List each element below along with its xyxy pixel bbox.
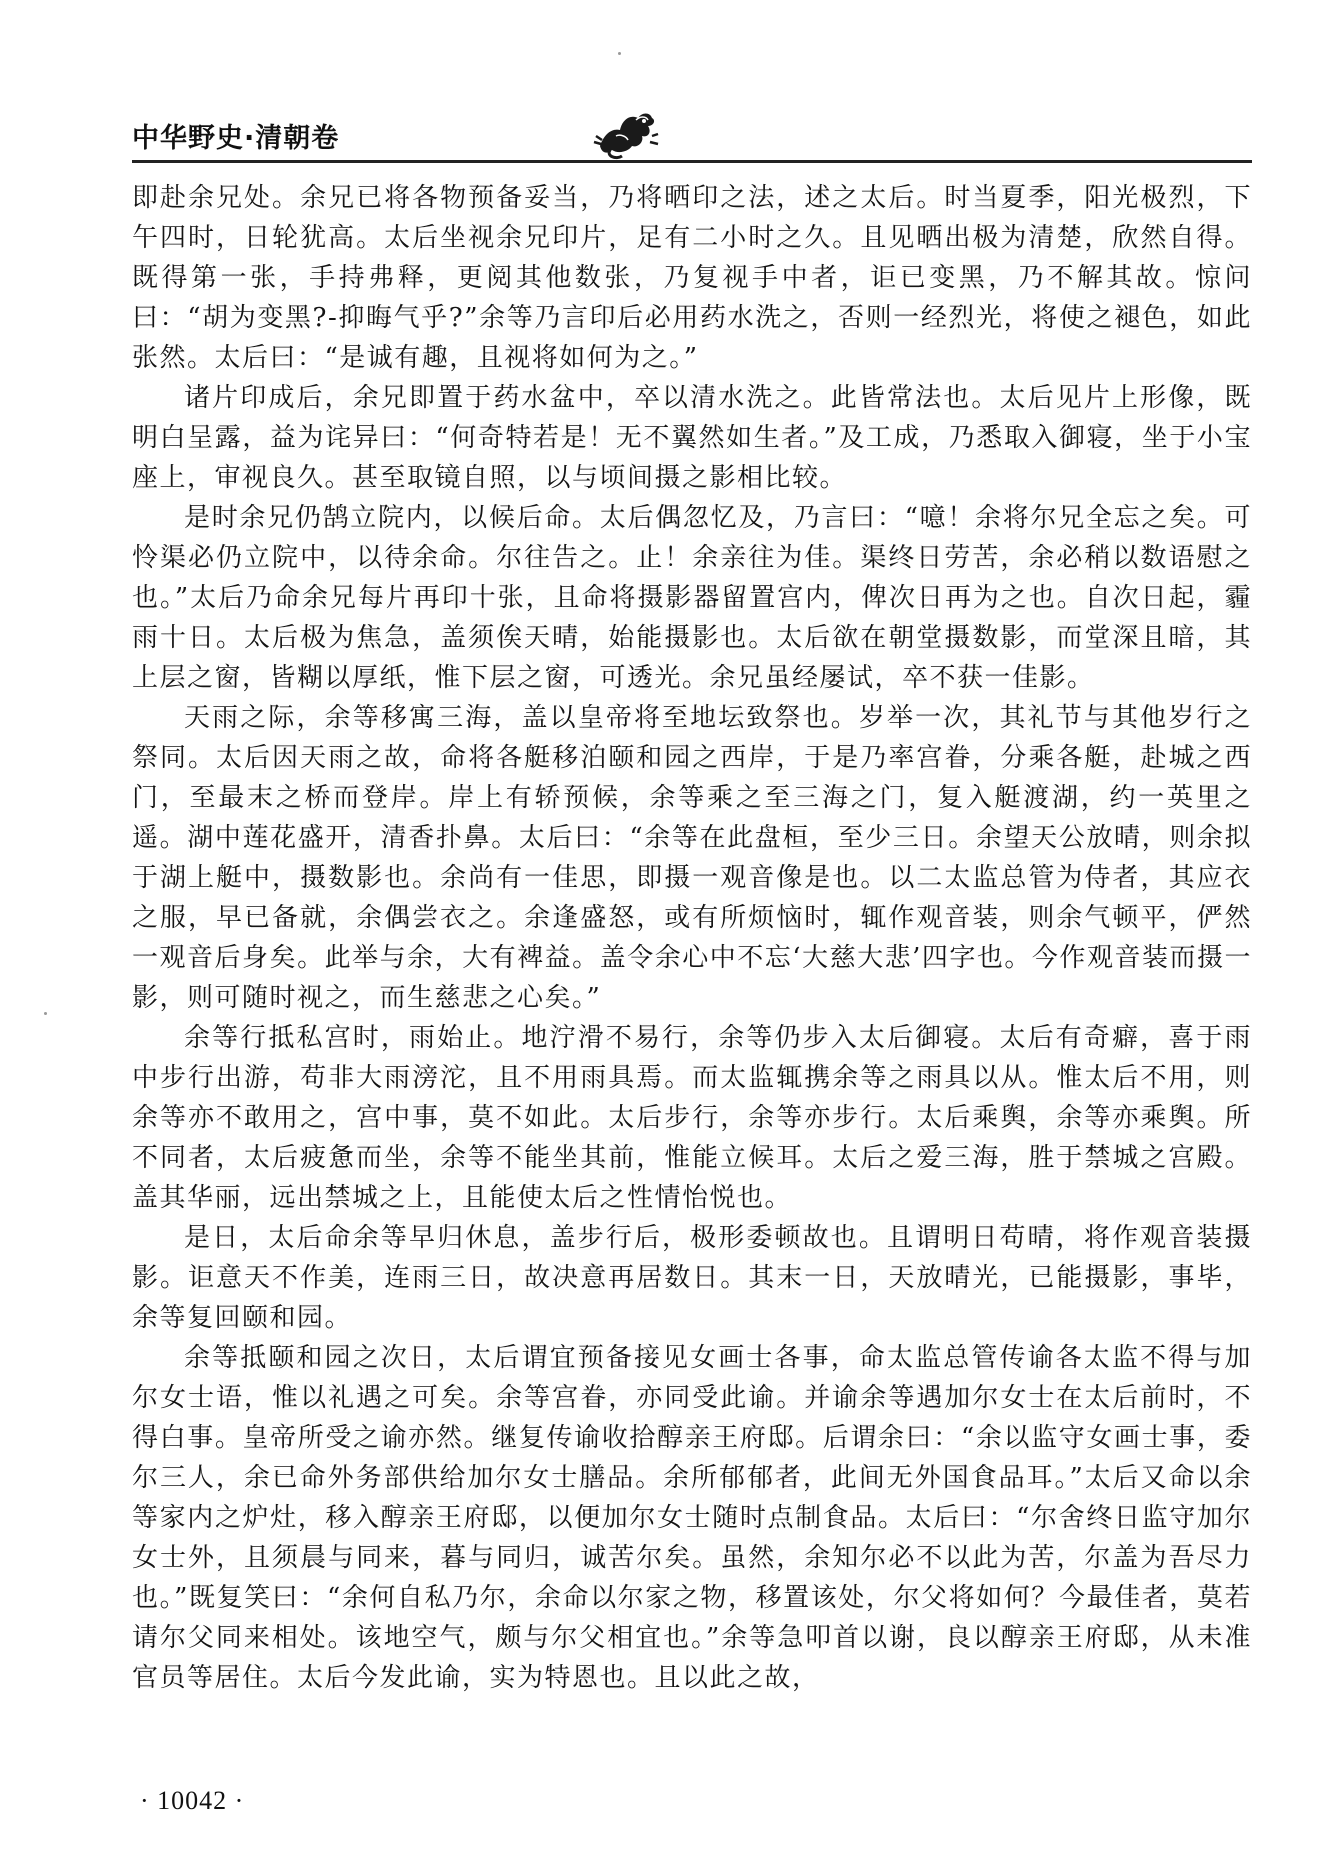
paragraph: 天雨之际，余等移寓三海，盖以皇帝将至地坛致祭也。岁举一次，其礼节与其他岁行之祭同。太后因天雨之故，命将各艇移泊颐和园之西岸，于是乃率宫眷，分乘各艇，赴城之西门，至最末之桥而登岸。岸上有轿预候，余等乘之至三海之门，复入艇渡湖，约一英里之遥。湖中莲花盛开，清香扑鼻。太后曰：“余等在此盘桓，至少三日。余望天公放晴，则余拟于湖上艇中，摄数影也。余尚有一佳思，即摄一观音像是也。以二太监总管为侍者，其应衣之服，早已备就，余偶尝衣之。余逢盛怒，或有所烦恼时，辄作观音装，则余气顿平，俨然一观音后身矣。此举与余，大有裨益。盖令余心中不忘‘大慈大悲’四字也。今作观音装而摄一影，则可随时视之，而生慈悲之心矣。” — [132, 703, 1252, 1013]
header-divider — [132, 160, 1252, 163]
scan-speck — [618, 52, 621, 55]
body-text — [132, 178, 1252, 1698]
paragraph: 是日，太后命余等早归休息，盖步行后，极形委顿故也。且谓明日苟晴，将作观音装摄影。讵意天不作美，连雨三日，故决意再居数日。其末一日，天放晴光，已能摄影，事毕，余等复回颐和园。 — [132, 1223, 1252, 1333]
page-number: · 10042 · — [140, 1786, 245, 1815]
dragon-emblem-icon — [592, 106, 662, 162]
scan-speck — [44, 1012, 47, 1015]
book-title: 中华野史·清朝卷 — [132, 123, 340, 154]
paragraph: 余等行抵私宫时，雨始止。地泞滑不易行，余等仍步入太后御寝。太后有奇癖，喜于雨中步行出游，苟非大雨滂沱，且不用雨具焉。而太监辄携余等之雨具以从。惟太后不用，则余等亦不敢用之，宫中事，莫不如此。太后步行，余等亦步行。太后乘舆，余等亦乘舆。所不同者，太后疲惫而坐，余等不能坐其前，惟能立候耳。太后之爱三海，胜于禁城之宫殿。盖其华丽，远出禁城之上，且能使太后之性情怡悦也。 — [132, 1023, 1252, 1213]
paragraph: 余等抵颐和园之次日，太后谓宜预备接见女画士各事，命太监总管传谕各太监不得与加尔女士语，惟以礼遇之可矣。余等宫眷，亦同受此谕。并谕余等遇加尔女士在太后前时，不得白事。皇帝所受之谕亦然。继复传谕收拾醇亲王府邸。后谓余曰：“余以监守女画士事，委尔三人，余已命外务部供给加尔女士膳品。余所郁郁者，此间无外国食品耳。”太后又命以余等家内之炉灶，移入醇亲王府邸，以便加尔女士随时点制食品。太后曰：“尔舍终日监守加尔女士外，且须晨与同来，暮与同归，诚苦尔矣。虽然，余知尔必不以此为苦，尔盖为吾尽力也。”既复笑曰：“余何自私乃尔，余命以尔家之物，移置该处，尔父将如何？今最佳者，莫若请尔父同来相处。该地空气，颇与尔父相宜也。”余等急叩首以谢，良以醇亲王府邸，从未准官员等居住。太后今发此谕，实为特恩也。且以此之故， — [132, 1343, 1252, 1693]
paragraph: 即赴余兄处。余兄已将各物预备妥当，乃将晒印之法，述之太后。时当夏季，阳光极烈，下午四时，日轮犹高。太后坐视余兄印片，足有二小时之久。且见晒出极为清楚，欣然自得。既得第一张，手持弗释，更阅其他数张，乃复视手中者，讵已变黑，乃不解其故。惊问曰：“胡为变黑?-抑晦气乎?”余等乃言印后必用药水洗之，否则一经烈光，将使之褪色，如此张然。太后曰：“是诚有趣，且视将如何为之。” — [132, 183, 1252, 373]
paragraph: 诸片印成后，余兄即置于药水盆中，卒以清水洗之。此皆常法也。太后见片上形像，既明白呈露，益为诧异曰：“何奇特若是！无不翼然如生者。”及工成，乃悉取入御寝，坐于小宝座上，审视良久。甚至取镜自照，以与顷间摄之影相比较。 — [132, 383, 1252, 493]
running-header — [132, 112, 1252, 162]
paragraph: 是时余兄仍鹄立院内，以候后命。太后偶忽忆及，乃言曰：“噫！余将尔兄全忘之矣。可怜渠必仍立院中，以待余命。尔往告之。止！余亲往为佳。渠终日劳苦，余必稍以数语慰之也。”太后乃命余兄每片再印十张，且命将摄影器留置宫内，俾次日再为之也。自次日起，霾雨十日。太后极为焦急，盖须俟天晴，始能摄影也。太后欲在朝堂摄数影，而堂深且暗，其上层之窗，皆糊以厚纸，惟下层之窗，可透光。余兄虽经屡试，卒不获一佳影。 — [132, 503, 1252, 693]
